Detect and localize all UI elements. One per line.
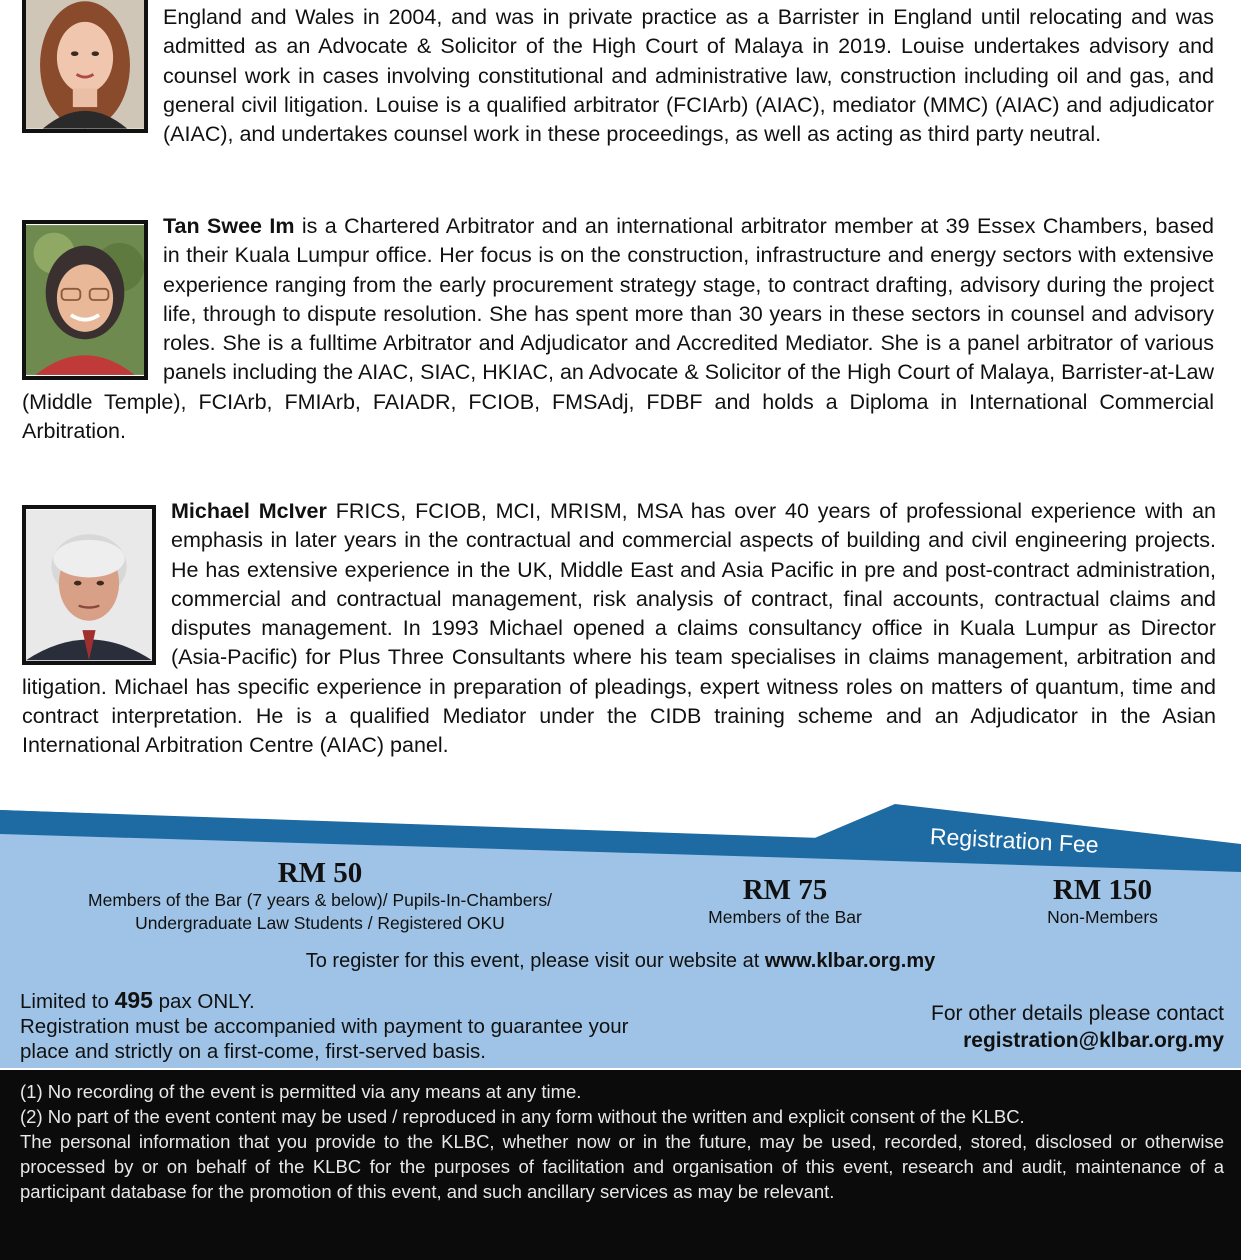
speaker-photo-louise xyxy=(22,0,148,133)
limited-pax-notice xyxy=(20,988,820,1064)
limited-suffix: pax ONLY. xyxy=(152,990,255,1013)
limited-line: Registration must be accompanied with payment to guarantee your xyxy=(20,1015,629,1038)
notice-text xyxy=(20,1079,1224,1204)
speaker-bio-louise xyxy=(22,3,1214,149)
speaker-bio-tan-swee-im xyxy=(22,212,1214,446)
fee-description: Non-Members xyxy=(1047,907,1158,927)
fee-description: Undergraduate Law Students / Registered OKU xyxy=(135,913,505,933)
speaker-text-louise xyxy=(22,3,1214,149)
fee-amount: RM 50 xyxy=(277,857,363,889)
speaker-name: Michael McIver xyxy=(171,499,327,523)
limited-prefix: Limited to xyxy=(20,990,115,1013)
fee-tier-rm150 xyxy=(1000,874,1205,929)
limited-count: 495 xyxy=(114,987,153,1013)
registration-fee-label: Registration Fee xyxy=(929,823,1100,858)
contact-email-link[interactable]: registration@klbar.org.my xyxy=(963,1029,1224,1052)
fee-amount: RM 150 xyxy=(1052,874,1153,906)
speaker-text: England and Wales in 2004, and was in private practice as a Barrister in England until relocating and was admitted as an Advocate & Solicitor of the High Court of Malaya in 2019. Louise undertakes advisory and counsel work in cases involving constitutional and administrative law, construction including oil and gas, and general civil litigation. Louise is a qualified arbitrator (FCIArb) (AIAC), mediator (MMC) (AIAC) and adjudicator (AIAC), and undertakes counsel work in these proceedings, as well as acting as third party neutral. xyxy=(163,5,1214,147)
speaker-text-tan-swee-im xyxy=(22,212,1214,446)
legal-notice xyxy=(0,1070,1241,1260)
portrait-man-white-hair-icon xyxy=(26,509,152,661)
visit-text: To register for this event, please visit our website at xyxy=(305,950,765,972)
register-website-row xyxy=(0,944,1241,978)
speaker-text: is a Chartered Arbitrator and an international arbitrator member at 39 Essex Chambers, based in their Kuala Lumpur office. Her focus is on the construction, infrastructure and energy sectors with extensive experience ranging from the early procurement strategy stage, to contract drafting, advisory during the project life, through to dispute resolution. She has spent more than 30 years in these sectors in counsel and advisory roles. She is a fulltime Arbitrator and Adjudicator and Accredited Mediator. She is a panel arbitrator of various panels including the AIAC, SIAC, HKIAC, an Advocate & Solicitor of the High Court of Malaya, Barrister-at-Law (Middle Temple), FCIArb, FMIArb, FAIADR, FCIOB, FMSAdj, FDBF and holds a Diploma in International Commercial Arbitration. xyxy=(22,214,1214,444)
contact-block xyxy=(931,1000,1224,1054)
fee-tier-rm75 xyxy=(680,874,890,929)
notice-line: (1) No recording of the event is permitted via any means at any time. xyxy=(20,1081,582,1102)
portrait-woman-glasses-icon xyxy=(26,224,144,376)
fee-description: Members of the Bar xyxy=(708,907,862,927)
speaker-photo-michael-mciver xyxy=(22,505,156,665)
limited-line: place and strictly on a first-come, first-served basis. xyxy=(20,1040,486,1063)
speaker-text-michael-mciver xyxy=(22,497,1216,761)
notice-line: (2) No part of the event content may be used / reproduced in any form without the written and explicit consent of the KLBC. xyxy=(20,1106,1025,1127)
fee-amount: RM 75 xyxy=(742,874,828,906)
registration-info-row xyxy=(0,980,1241,1068)
portrait-woman-red-hair-icon xyxy=(26,0,144,129)
notice-line: The personal information that you provide to the KLBC, whether now or in the future, may be used, recorded, stored, disclosed or otherwise processed by or on behalf of the KLBC for the purposes of facilitation and organisation of this event, research and audit, maintenance of a participant database for the promotion of this event, and such ancillary services as may be relevant. xyxy=(20,1131,1224,1202)
speaker-photo-tan-swee-im xyxy=(22,220,148,380)
speaker-name: Tan Swee Im xyxy=(163,214,295,238)
fee-tier-rm50 xyxy=(40,857,600,935)
website-link[interactable]: www.klbar.org.my xyxy=(764,950,936,972)
speaker-text: FRICS, FCIOB, MCI, MRISM, MSA has over 40 years of professional experience with an emphasis in later years in the contractual and commercial aspects of building and civil engineering projects. He has extensive experience in the UK, Middle East and Asia Pacific in pre and post-contract administration, commercial and contractual management, risk analysis of contract, final accounts, contractual claims and disputes management. In 1993 Michael opened a claims consultancy office in Kuala Lumpur as Director (Asia-Pacific) for Plus Three Consultants where his team specialises in claims management, arbitration and litigation. Michael has specific experience in preparation of pleadings, expert witness roles on matters of quantum, time and contract interpretation. He is a qualified Mediator under the CIDB training scheme and an Adjudicator in the Asian International Arbitration Centre (AIAC) panel. xyxy=(22,499,1216,758)
contact-label: For other details please contact xyxy=(931,1002,1224,1025)
fee-description: Members of the Bar (7 years & below)/ Pupils-In-Chambers/ xyxy=(88,890,552,910)
speaker-bio-michael-mciver xyxy=(22,497,1216,761)
